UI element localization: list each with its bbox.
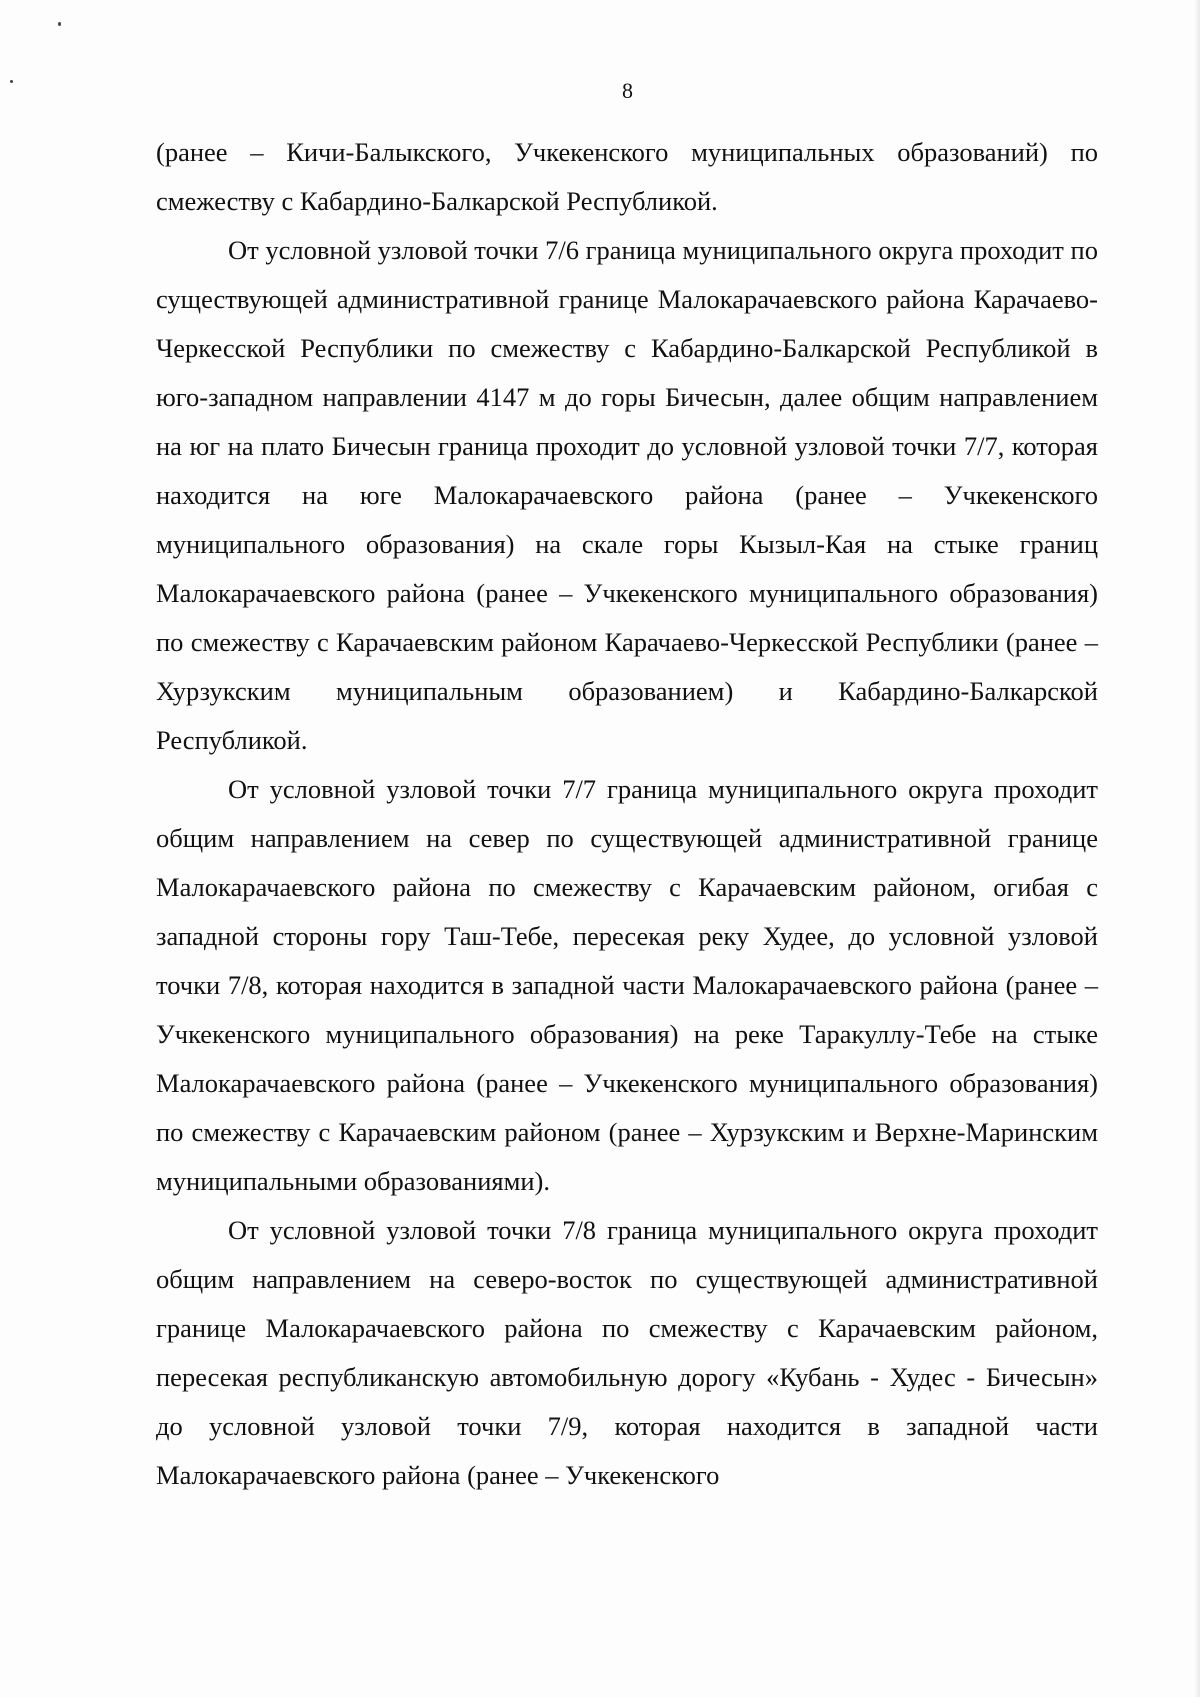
- scan-edge-shadow: [1194, 0, 1200, 1697]
- document-body: [156, 128, 1098, 1500]
- scan-speck: [58, 22, 61, 26]
- paragraph-point-7-6: От условной узловой точки 7/6 граница муниципального округа проходит по существующей административной границе Малокарачаевского района Карачаево-Черкесской Республики по смежеству с Кабардино-Балкарской Республикой в юго-западном направлении 4147 м до горы Бичесын, далее общим направлением на юг на плато Бичесын граница проходит до условной узловой точки 7/7, которая находится на юге Малокарачаевского района (ранее – Учкекенского муниципального образования) на скале горы Кызыл-Кая на стыке границ Малокарачаевского района (ранее – Учкекенского муниципального образования) по смежеству с Карачаевским районом Карачаево-Черкесской Республики (ранее – Хурзукским муниципальным образованием) и Кабардино-Балкарской Республикой.: [156, 235, 1098, 755]
- paragraph-point-7-8: От условной узловой точки 7/8 граница муниципального округа проходит общим направлением на северо-восток по существующей административной границе Малокарачаевского района по смежеству с Карачаевским районом, пересекая республиканскую автомобильную дорогу «Кубань - Худес - Бичесын» до условной узловой точки 7/9, которая находится в западной части Малокарачаевского района (ранее – Учкекенского: [156, 1215, 1098, 1490]
- paragraph-point-7-7: От условной узловой точки 7/7 граница муниципального округа проходит общим направлением на север по существующей административной границе Малокарачаевского района по смежеству с Карачаевским районом, огибая с западной стороны гору Таш-Тебе, пересекая реку Худее, до условной узловой точки 7/8, которая находится в западной части Малокарачаевского района (ранее – Учкекенского муниципального образования) на реке Таракуллу-Тебе на стыке Малокарачаевского района (ранее – Учкекенского муниципального образования) по смежеству с Карачаевским районом (ранее – Хурзукским и Верхне-Маринским муниципальными образованиями).: [156, 774, 1098, 1196]
- page-number: 8: [622, 78, 633, 103]
- paragraph-continuation: (ранее – Кичи-Балыкского, Учкекенского муниципальных образований) по смежеству с Кабардино-Балкарской Республикой.: [156, 137, 1098, 216]
